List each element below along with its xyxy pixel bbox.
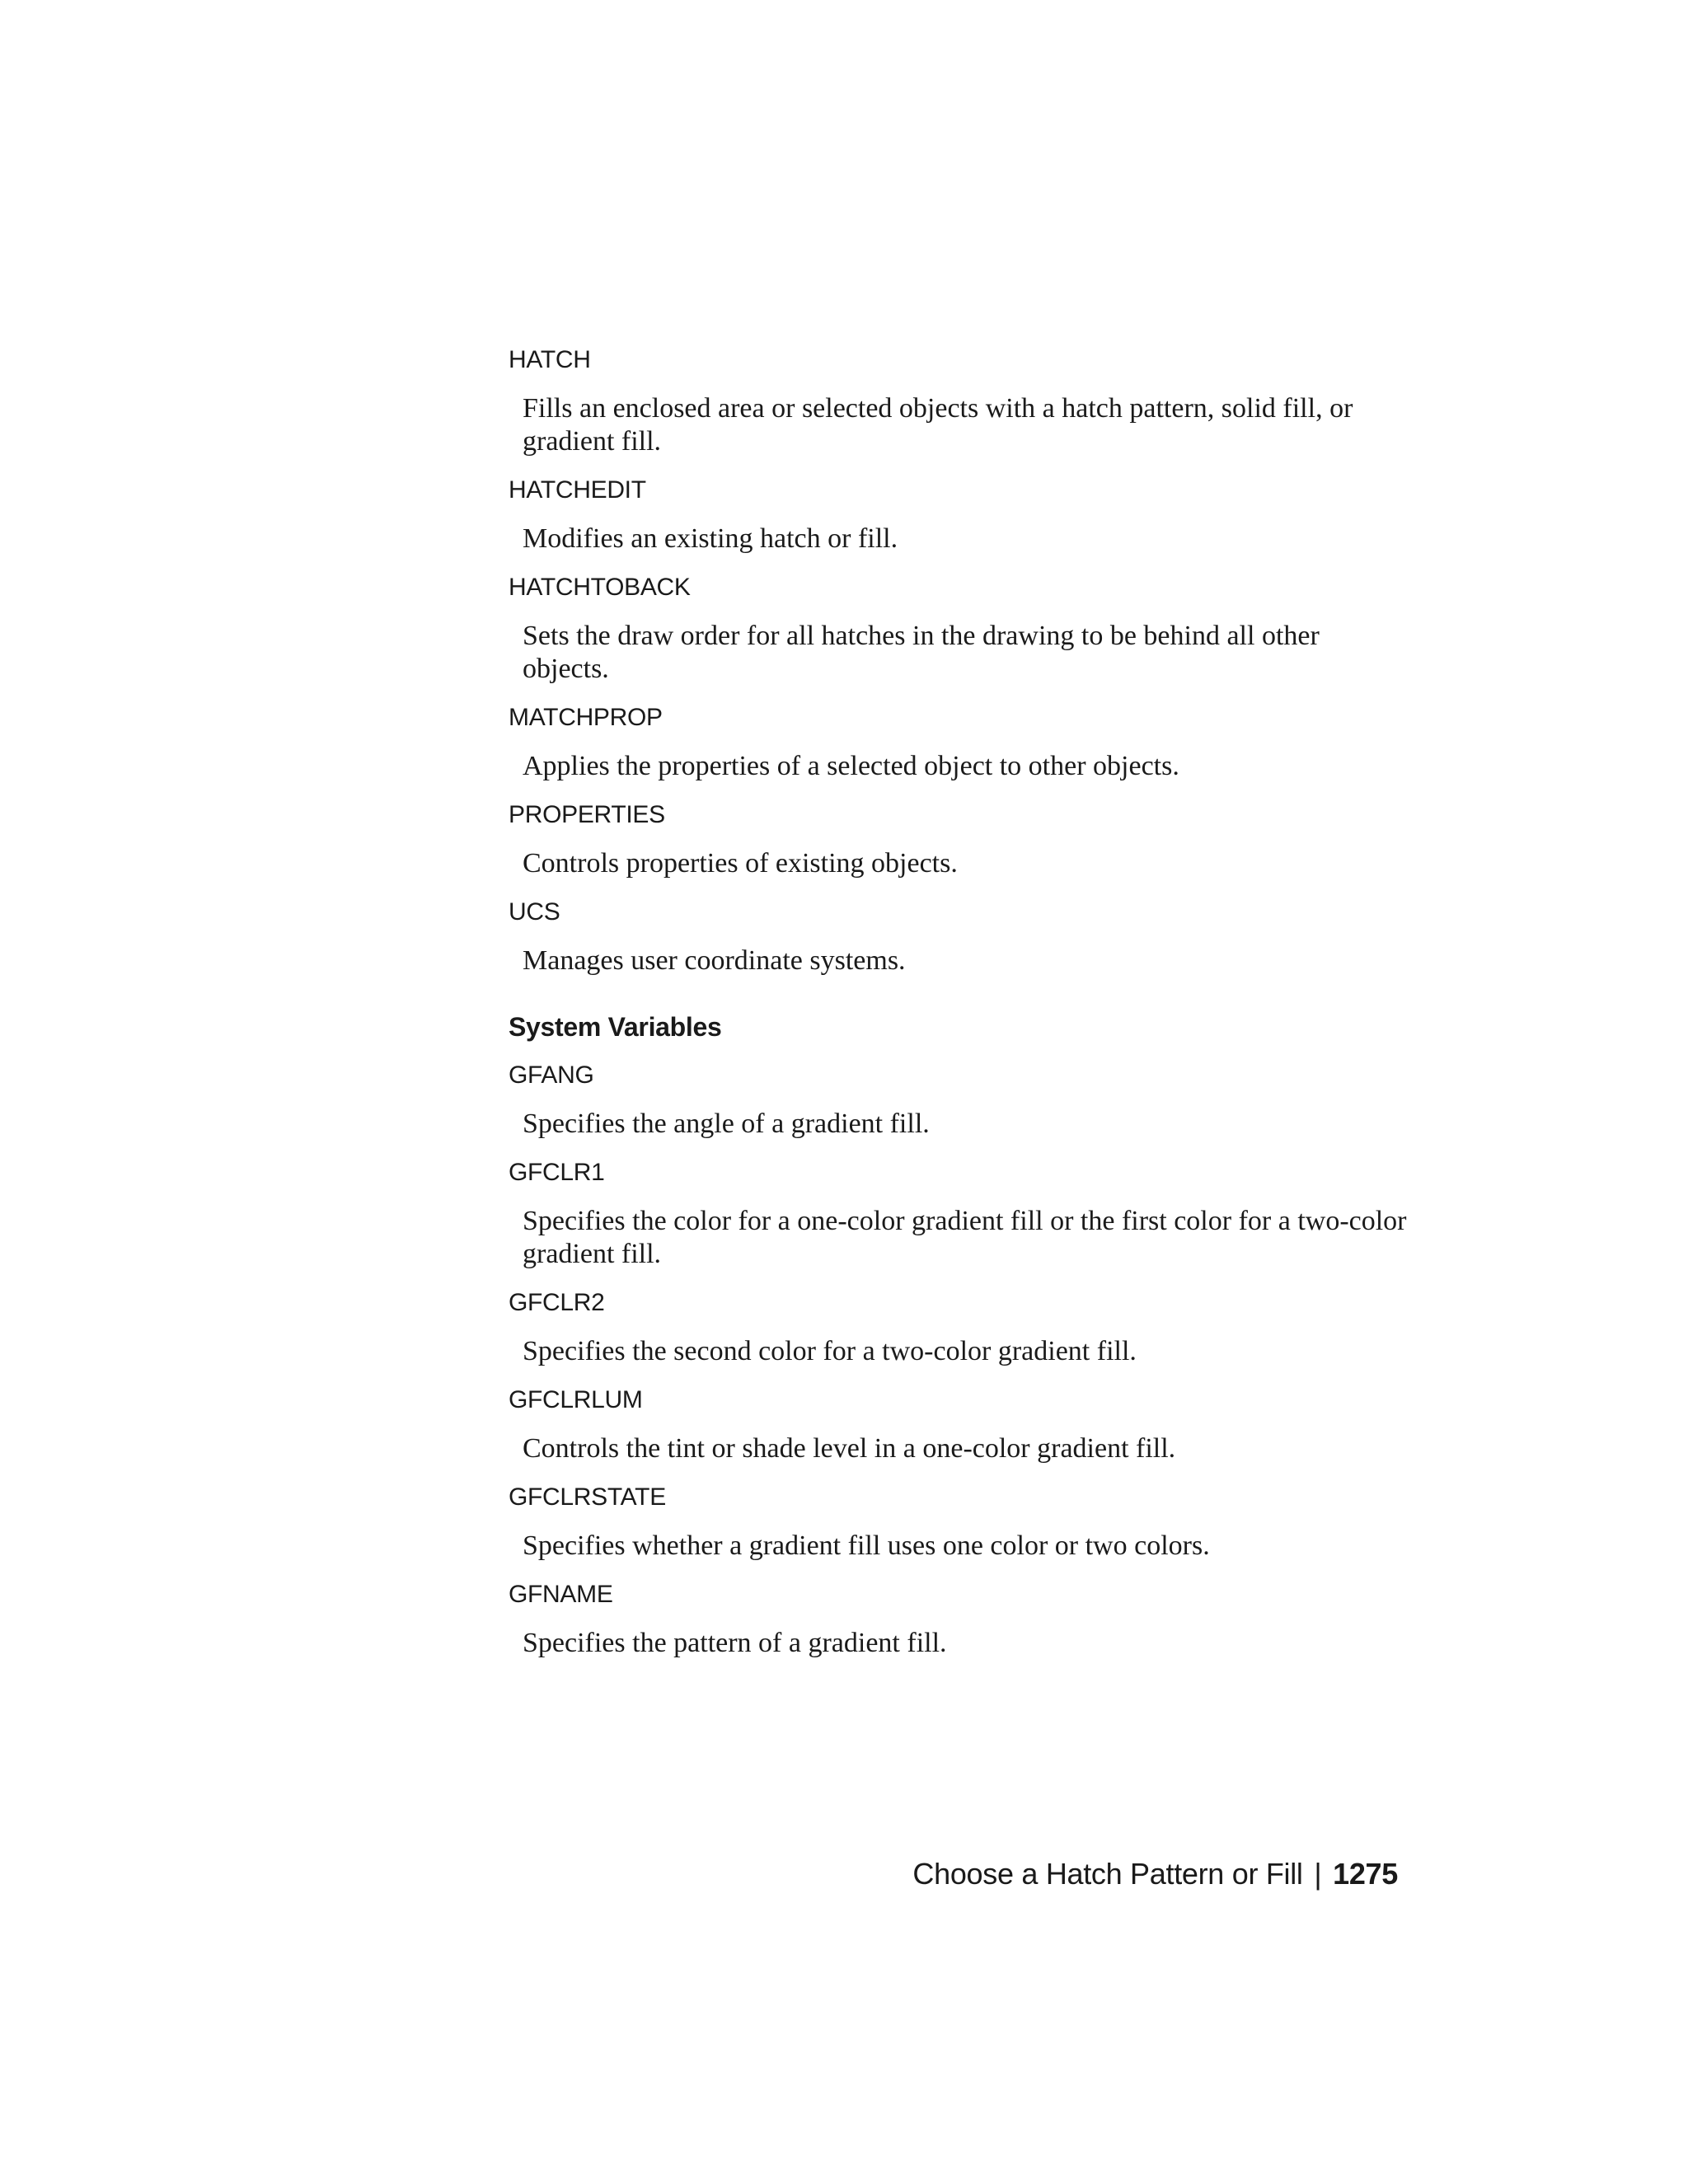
command-description-hatch: Fills an enclosed area or selected objects with a hatch pattern, solid fill, or gradient fill. bbox=[523, 393, 1353, 457]
variable-term-gfang: GFANG bbox=[509, 1062, 594, 1089]
variable-description-gfname: Specifies the pattern of a gradient fill. bbox=[523, 1628, 947, 1658]
command-description-ucs: Manages user coordinate systems. bbox=[523, 945, 906, 976]
command-description-matchprop: Applies the properties of a selected object to other objects. bbox=[523, 751, 1179, 781]
command-term-ucs: UCS bbox=[509, 898, 560, 926]
command-description-hatchtoback: Sets the draw order for all hatches in the drawing to be behind all other objects. bbox=[523, 621, 1320, 684]
variable-term-gfclrlum: GFCLRLUM bbox=[509, 1386, 643, 1413]
command-term-hatchtoback: HATCHTOBACK bbox=[509, 574, 691, 601]
variable-description-gfclrstate: Specifies whether a gradient fill uses one color or two colors. bbox=[523, 1530, 1210, 1561]
command-term-hatch: HATCH bbox=[509, 346, 591, 373]
command-description-properties: Controls properties of existing objects. bbox=[523, 848, 958, 879]
command-term-properties: PROPERTIES bbox=[509, 801, 665, 828]
variable-description-gfclr2: Specifies the second color for a two-color gradient fill. bbox=[523, 1336, 1137, 1366]
page-number: 1275 bbox=[1333, 1857, 1398, 1891]
variable-description-gfclr1: Specifies the color for a one-color gradient fill or the first color for a two-color gradient fill. bbox=[523, 1206, 1407, 1269]
variable-description-gfang: Specifies the angle of a gradient fill. bbox=[523, 1108, 930, 1139]
variable-term-gfclr1: GFCLR1 bbox=[509, 1159, 605, 1186]
command-description-hatchedit: Modifies an existing hatch or fill. bbox=[523, 523, 898, 554]
page-footer bbox=[912, 1856, 1398, 1892]
command-term-hatchedit: HATCHEDIT bbox=[509, 476, 646, 504]
variable-term-gfclr2: GFCLR2 bbox=[509, 1289, 605, 1316]
variable-description-gfclrlum: Controls the tint or shade level in a one-color gradient fill. bbox=[523, 1433, 1176, 1464]
footer-section-title: Choose a Hatch Pattern or Fill bbox=[912, 1857, 1303, 1891]
page-content bbox=[509, 344, 1407, 1675]
variable-term-gfclrstate: GFCLRSTATE bbox=[509, 1483, 666, 1511]
variable-term-gfname: GFNAME bbox=[509, 1581, 613, 1608]
footer-separator: | bbox=[1314, 1857, 1322, 1891]
system-variables-heading: System Variables bbox=[509, 1012, 722, 1042]
command-term-matchprop: MATCHPROP bbox=[509, 704, 663, 731]
